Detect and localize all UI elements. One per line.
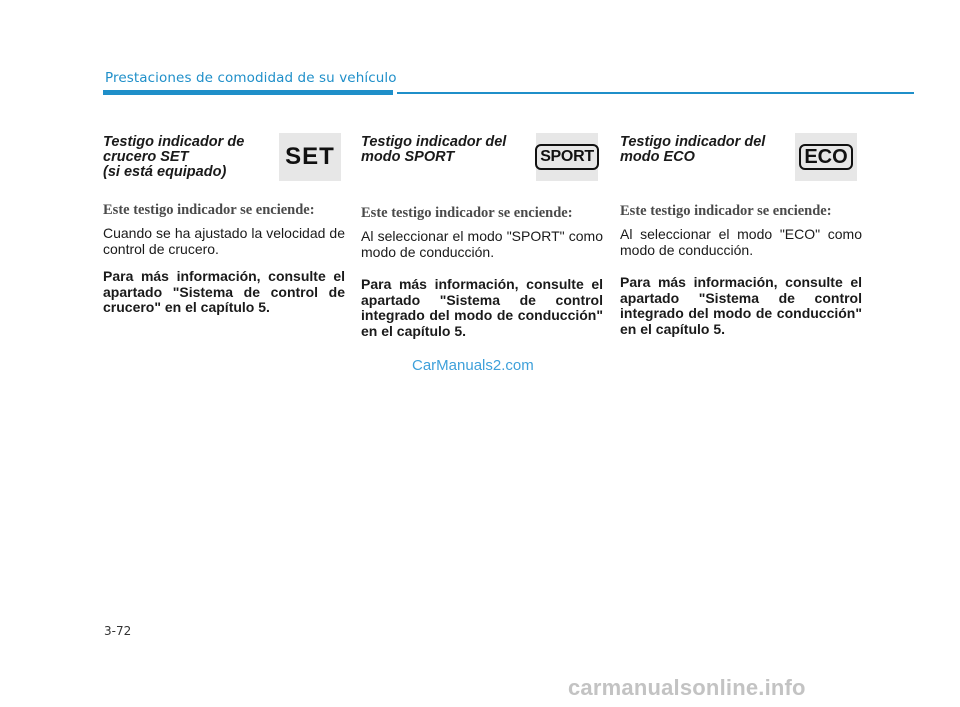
cruise-set-indicator-icon xyxy=(279,133,341,181)
lead-text: Este testigo indicador se enciende: xyxy=(620,203,832,219)
heading-line: crucero SET xyxy=(103,149,189,165)
heading-line: modo SPORT xyxy=(361,149,455,165)
footer-watermark: carmanualsonline.info xyxy=(568,675,806,700)
heading-line: (si está equipado) xyxy=(103,164,227,180)
indicator-heading xyxy=(361,135,531,165)
section-header-title: Prestaciones de comodidad de su vehículo xyxy=(105,70,397,86)
column-eco-mode xyxy=(620,133,862,337)
icon-label: SET xyxy=(285,143,335,170)
body-text: Al seleccionar el modo "ECO" como modo de conducción. xyxy=(620,226,862,258)
heading-line: modo ECO xyxy=(620,149,695,165)
heading-line: Testigo indicador de xyxy=(103,134,245,150)
note-text: Para más información, consulte el apartado "Sistema de control integrado del modo de conducción" en el capítulo 5. xyxy=(361,276,603,339)
lead-text: Este testigo indicador se enciende: xyxy=(361,205,573,221)
body-text: Cuando se ha ajustado la velocidad de control de crucero. xyxy=(103,225,345,257)
indicator-heading xyxy=(620,135,790,165)
header-rule-thick xyxy=(103,90,393,95)
icon-label: ECO xyxy=(799,144,852,170)
lead-text: Este testigo indicador se enciende: xyxy=(103,202,315,218)
header-rule-thin xyxy=(397,92,914,94)
watermark-link[interactable]: CarManuals2.com xyxy=(412,357,534,374)
eco-mode-indicator-icon xyxy=(795,133,857,181)
sport-mode-indicator-icon xyxy=(536,133,598,181)
heading-line: Testigo indicador del xyxy=(361,134,507,150)
column-sport-mode xyxy=(361,133,603,339)
note-text: Para más información, consulte el apartado "Sistema de control de crucero" en el capítulo 5. xyxy=(103,268,345,315)
body-text: Al seleccionar el modo "SPORT" como modo de conducción. xyxy=(361,228,603,260)
indicator-heading xyxy=(103,135,273,180)
column-cruise-set xyxy=(103,133,345,316)
note-text: Para más información, consulte el apartado "Sistema de control integrado del modo de conducción" en el capítulo 5. xyxy=(620,274,862,337)
icon-label: SPORT xyxy=(535,144,599,170)
page-number: 3-72 xyxy=(104,624,132,638)
heading-line: Testigo indicador del xyxy=(620,134,766,150)
